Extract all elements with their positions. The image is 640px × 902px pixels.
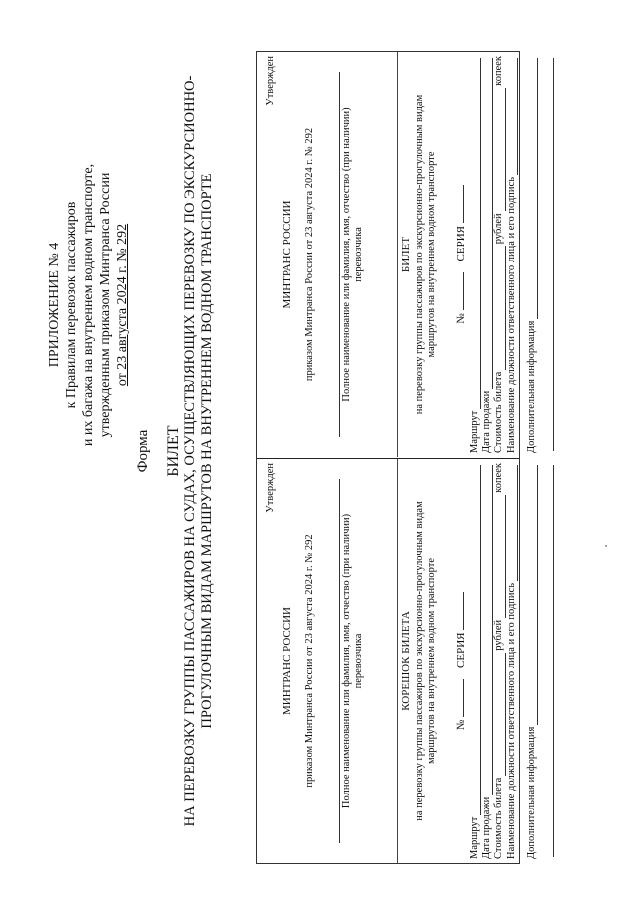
- stub-additional-row-2: [544, 463, 554, 859]
- ticket-order: [304, 52, 316, 457]
- stub-official-row: [506, 463, 518, 859]
- ticket-number-label: №: [455, 313, 467, 324]
- stub-ticket-subtitle: [414, 459, 438, 863]
- stub-official-field[interactable]: [508, 465, 518, 581]
- stub-number-series: [453, 459, 467, 863]
- stub-order: [304, 459, 316, 863]
- stub-approved-label: Утвержден: [265, 463, 276, 513]
- stub-route-field[interactable]: [471, 465, 481, 815]
- stub-approved: [265, 463, 277, 793]
- ticket-panel: [257, 52, 537, 457]
- stub-date-label: Дата продажи: [481, 796, 493, 859]
- ticket-carrier: [341, 52, 365, 457]
- ticket-subtitle: [414, 52, 438, 457]
- ticket-sub-1: на перевозку группы пассажиров по экскурсионно-прогулочным видам: [414, 94, 425, 415]
- tear-line: [257, 458, 519, 459]
- stub-rubles-field[interactable]: [496, 653, 506, 776]
- ticket-title: БИЛЕТ: [400, 236, 412, 273]
- ticket-additional-row-2: [544, 56, 554, 453]
- stub-carrier-label: Полное наименование или фамилия, имя, отчество (при наличии): [341, 513, 352, 809]
- ticket-date-field[interactable]: [483, 58, 493, 389]
- ticket-cost-label: Стоимость билета: [493, 371, 505, 453]
- ticket-approved: [265, 56, 277, 386]
- stub-number-label: №: [455, 719, 467, 731]
- appendix-number: ПРИЛОЖЕНИЕ № 4: [47, 242, 62, 368]
- stub-carrier-label-2: перевозчика: [353, 633, 364, 689]
- stub-sub-1: на перевозку группы пассажиров по экскурсионно-прогулочным видам: [414, 501, 425, 821]
- ticket-route-label: Маршрут: [469, 410, 480, 453]
- ticket-sub-2: маршрутов на внутреннем водном транспорте: [426, 151, 437, 358]
- stub-series-field[interactable]: [453, 592, 464, 630]
- stub-number-field[interactable]: [453, 679, 464, 717]
- ticket-form-frame: [256, 51, 537, 864]
- ticket-kopecks-field[interactable]: [496, 88, 506, 212]
- ticket-series-field[interactable]: [453, 185, 464, 223]
- stub-carrier: [341, 459, 365, 863]
- appendix-rules-cont: и их багажа на внутреннем водном транспорте,: [81, 163, 96, 447]
- stub-date-row: [481, 463, 493, 859]
- stub-kopecks-label: копеек: [493, 463, 505, 493]
- ticket-fields: [469, 56, 554, 453]
- ticket-carrier-label-2: перевозчика: [353, 227, 364, 282]
- ticket-order-text: приказом Минтранса России от 23 августа 2024 г. № 292: [304, 127, 315, 382]
- title-line-3: ПРОГУЛОЧНЫМ ВИДАМ МАРШРУТОВ НА ВНУТРЕННЕМ ВОДНОМ ТРАНСПОРТЕ: [199, 173, 215, 729]
- stub-kopecks-field[interactable]: [496, 495, 506, 618]
- ticket-number-series: [453, 52, 467, 457]
- stub-route-label: Маршрут: [469, 816, 480, 859]
- ticket-series-label: СЕРИЯ: [455, 226, 467, 262]
- stub-ticket-title: КОРЕШОК БИЛЕТА: [400, 611, 412, 711]
- ticket-carrier-line: [339, 72, 340, 437]
- ticket-additional-label: Дополнительная информация: [525, 320, 537, 453]
- stub-ministry: МИНТРАНС РОССИИ: [281, 607, 293, 715]
- ticket-additional-field[interactable]: [528, 58, 538, 319]
- form-label: Форма: [135, 429, 151, 473]
- ticket-kopecks-label: копеек: [493, 56, 505, 86]
- ticket-additional-field-2[interactable]: [544, 58, 554, 451]
- ticket-approved-label: Утвержден: [265, 56, 276, 106]
- ticket-stub-panel: [257, 459, 537, 863]
- stub-sub-2: маршрутов на внутреннем водном транспорте: [426, 558, 437, 764]
- stub-carrier-line: [339, 479, 340, 843]
- ticket-official-field[interactable]: [508, 58, 518, 175]
- ticket-additional-row: [526, 56, 538, 453]
- ticket-carrier-label: Полное наименование или фамилия, имя, отчество (при наличии): [341, 107, 352, 402]
- stub-cost-label: Стоимость билета: [493, 777, 505, 859]
- ticket-rubles-label: рублей: [493, 213, 505, 245]
- appendix-rules: к Правилам перевозок пассажиров: [64, 201, 79, 409]
- ticket-cost-row: [493, 56, 505, 453]
- stub-additional-row: [526, 463, 538, 859]
- title-ticket: БИЛЕТ: [165, 425, 182, 477]
- ticket-separator: [397, 52, 398, 457]
- stub-additional-field[interactable]: [528, 465, 538, 725]
- stub-official-label: Наименование должности ответственного лица и его подпись: [505, 583, 517, 859]
- stub-rubles-label: рублей: [493, 619, 505, 651]
- ticket-official-row: [506, 56, 518, 453]
- ticket-official-label: Наименование должности ответственного лица и его подпись: [505, 177, 517, 453]
- stub-route-row: [469, 463, 481, 859]
- ticket-date-row: [481, 56, 493, 453]
- stub-order-text: приказом Минтранса России от 23 августа 2024 г. № 292: [304, 534, 315, 788]
- ticket-ministry: МИНТРАНС РОССИИ: [281, 200, 293, 309]
- appendix-order-ref: от 23 августа 2024 г. № 292: [115, 223, 130, 387]
- ticket-date-label: Дата продажи: [481, 390, 493, 453]
- title-line-2: НА ПЕРЕВОЗКУ ГРУППЫ ПАССАЖИРОВ НА СУДАХ, ОСУЩЕСТВЛЯЮЩИХ ПЕРЕВОЗКУ ПО ЭКСКУРСИОННО-: [182, 75, 198, 827]
- stub-separator: [397, 459, 398, 863]
- stub-cost-row: [493, 463, 505, 859]
- appendix-header: [46, 125, 131, 485]
- ticket-route-row: [469, 56, 481, 453]
- appendix-approved-by: утвержденным приказом Минтранса России: [98, 172, 113, 438]
- ticket-number-field[interactable]: [453, 272, 464, 310]
- stub-series-label: СЕРИЯ: [455, 632, 467, 668]
- stub-additional-field-2[interactable]: [544, 465, 554, 857]
- stub-additional-label: Дополнительная информация: [525, 726, 537, 859]
- stub-fields: [469, 463, 554, 859]
- ticket-rubles-field[interactable]: [496, 246, 506, 370]
- document-title: [165, 30, 216, 872]
- stub-date-field[interactable]: [483, 465, 493, 795]
- ticket-route-field[interactable]: [471, 58, 481, 409]
- scan-speck: [605, 545, 607, 547]
